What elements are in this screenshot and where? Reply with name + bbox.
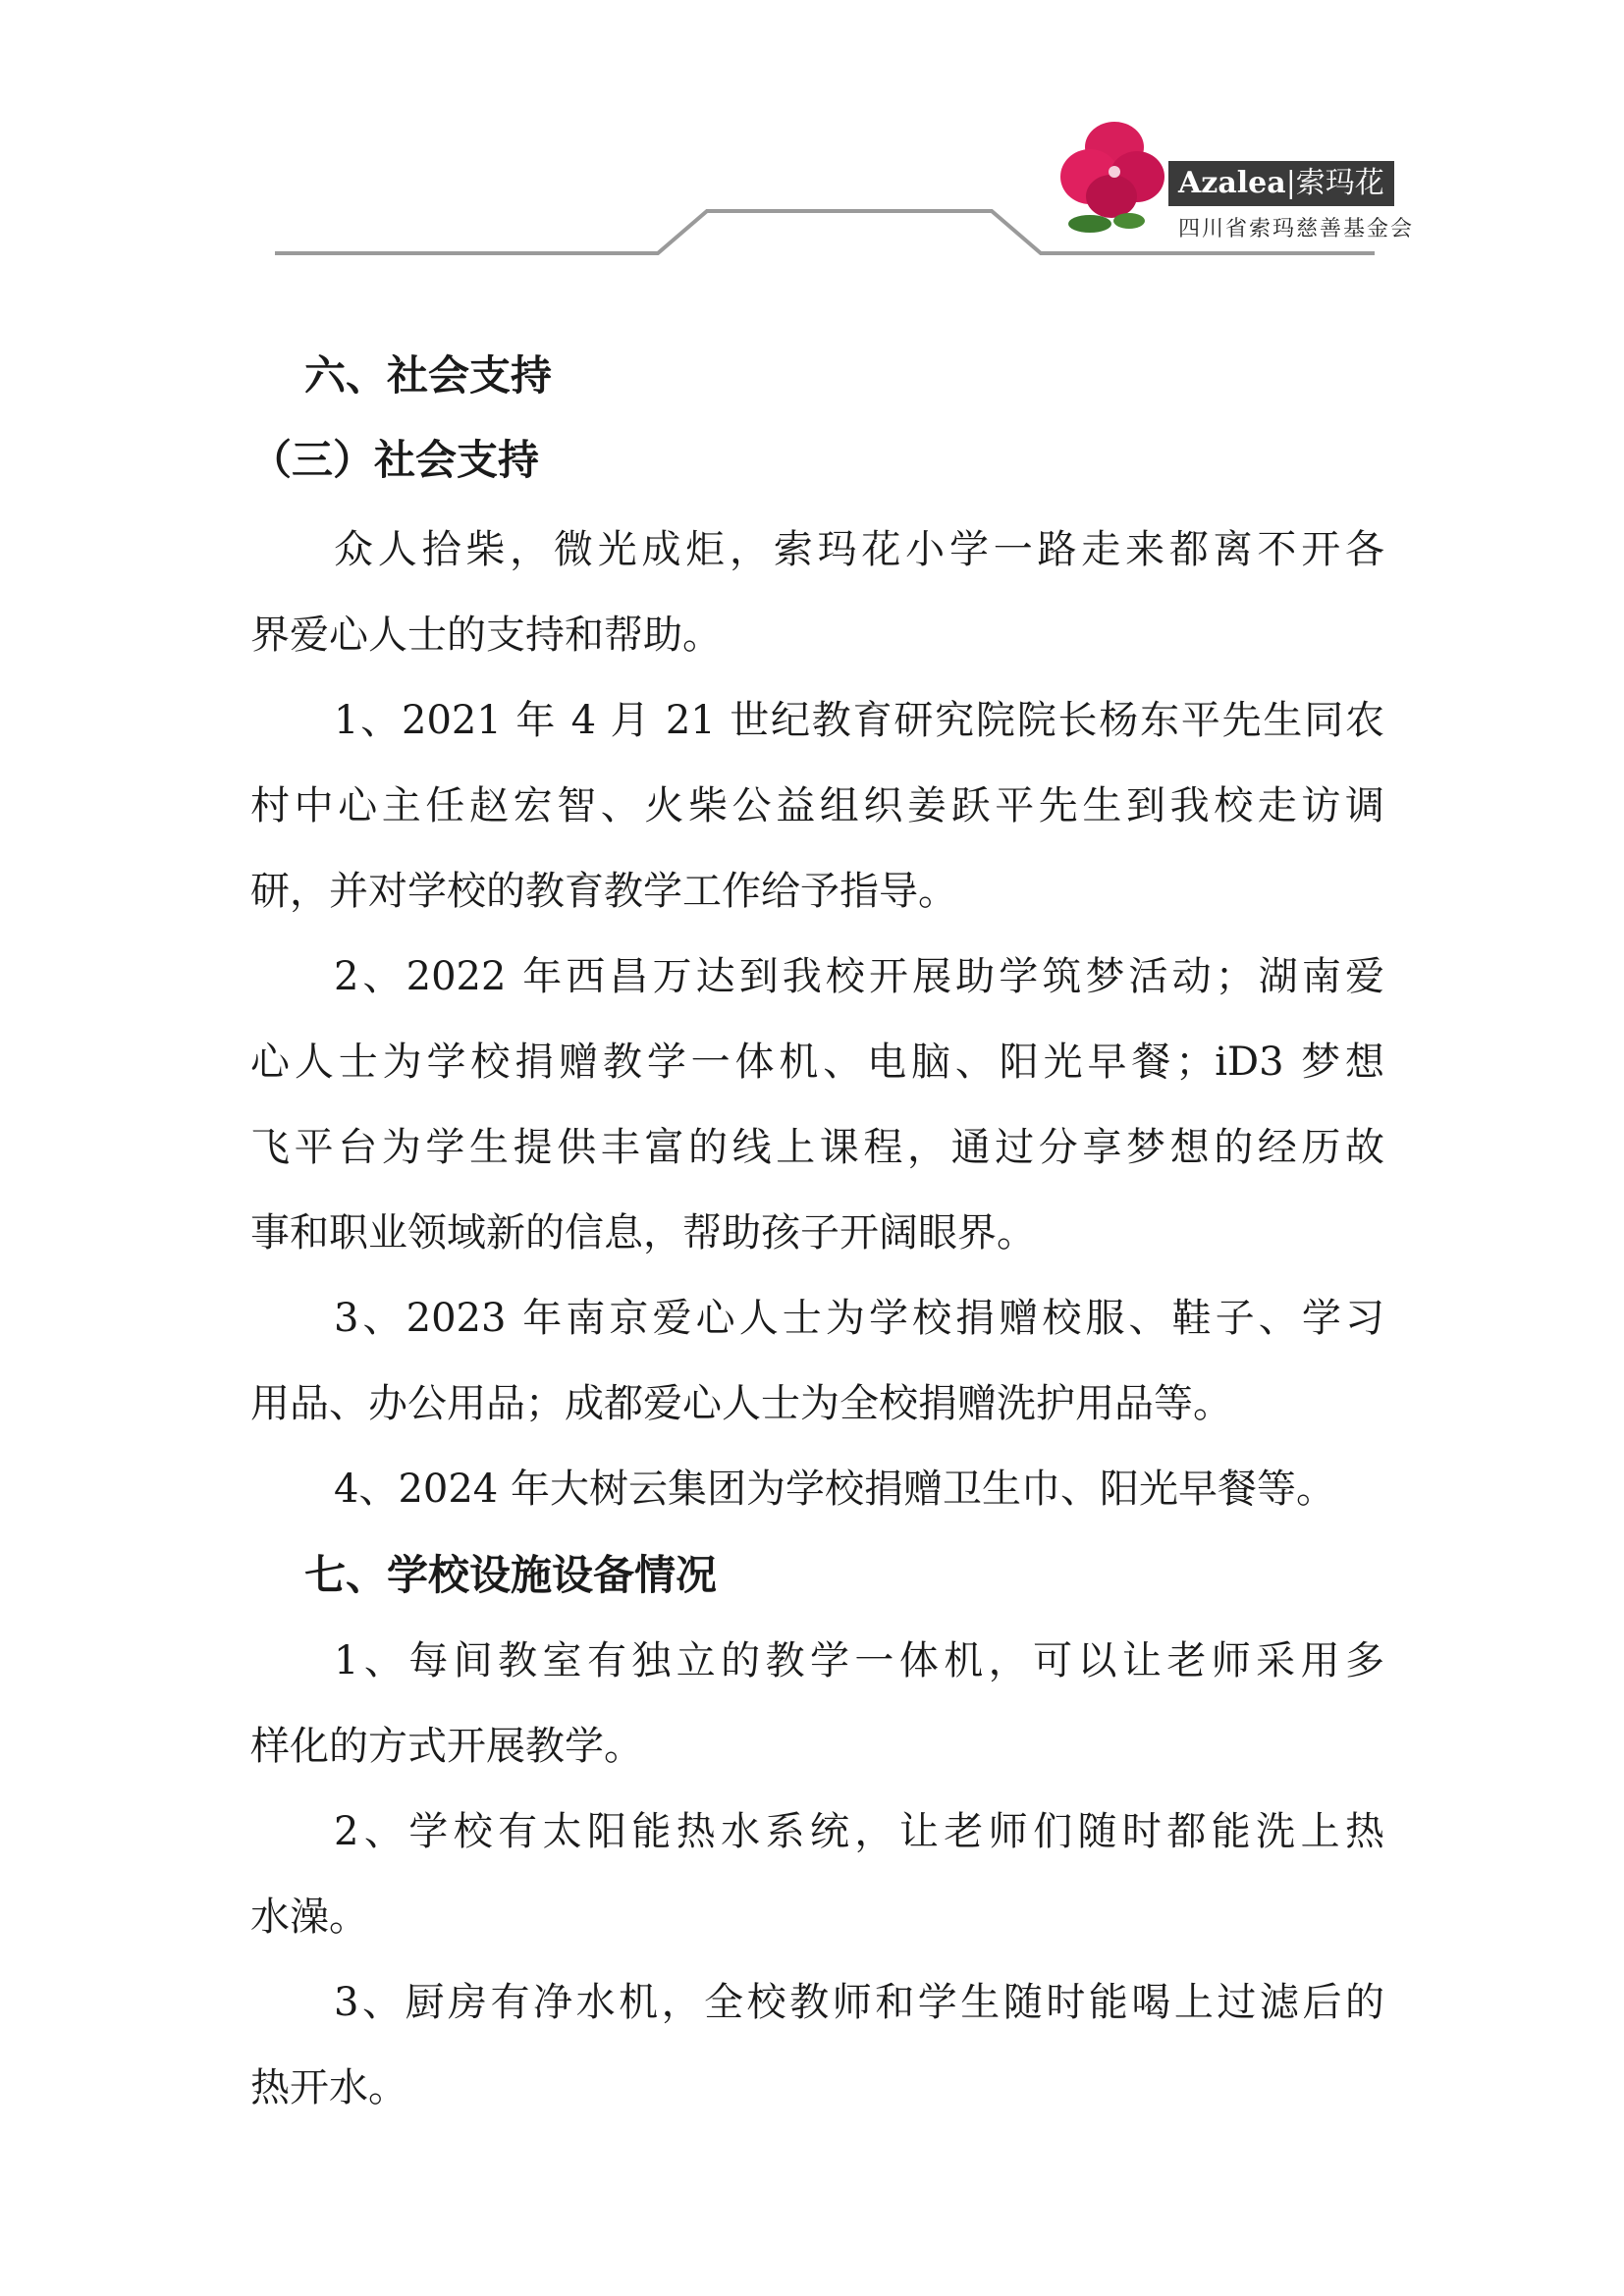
paragraph-line: 3、厨房有净水机，全校教师和学生随时能喝上过滤后的	[334, 1980, 1384, 2025]
logo-english-name: Azalea	[1178, 166, 1286, 200]
paragraph-line: 飞平台为学生提供丰富的线上课程，通过分享梦想的经历故	[250, 1125, 1384, 1170]
paragraph-line: 2、2022 年西昌万达到我校开展助学筑梦活动；湖南爱	[334, 954, 1384, 999]
azalea-flower-icon	[1060, 118, 1168, 236]
logo-org-name: 四川省索玛慈善基金会	[1178, 217, 1415, 241]
paragraph-line: 1、2021 年 4 月 21 世纪教育研究院院长杨东平先生同农	[334, 698, 1384, 743]
logo-brand-bar: Azalea|索玛花	[1168, 161, 1394, 206]
subsection-heading: （三）社会支持	[250, 436, 540, 484]
page-header	[0, 0, 1624, 275]
paragraph-line: 1、每间教室有独立的教学一体机，可以让老师采用多	[334, 1638, 1384, 1683]
logo-chinese-name: 索玛花	[1295, 166, 1384, 200]
paragraph-line: 3、2023 年南京爱心人士为学校捐赠校服、鞋子、学习	[334, 1296, 1384, 1341]
paragraph-line: 心人士为学校捐赠教学一体机、电脑、阳光早餐；iD3 梦想	[250, 1040, 1384, 1085]
paragraph-line: 村中心主任赵宏智、火柴公益组织姜跃平先生到我校走访调	[250, 783, 1384, 828]
paragraph-line: 2、学校有太阳能热水系统，让老师们随时都能洗上热	[334, 1809, 1384, 1854]
foundation-logo	[1060, 118, 1415, 245]
paragraph-line: 众人拾柴，微光成炬，索玛花小学一路走来都离不开各	[334, 527, 1384, 572]
paragraph-line: 研，并对学校的教育教学工作给予指导。	[250, 869, 957, 914]
section-seven-heading: 七、学校设施设备情况	[304, 1551, 718, 1599]
paragraph-line: 4、2024 年大树云集团为学校捐赠卫生巾、阳光早餐等。	[334, 1467, 1335, 1512]
paragraph-line: 水澡。	[250, 1895, 368, 1940]
paragraph-line: 用品、办公用品；成都爱心人士为全校捐赠洗护用品等。	[250, 1381, 1232, 1426]
paragraph-line: 热开水。	[250, 2065, 407, 2110]
section-six-heading: 六、社会支持	[304, 351, 553, 400]
paragraph-line: 事和职业领域新的信息，帮助孩子开阔眼界。	[250, 1210, 1036, 1255]
paragraph-line: 样化的方式开展教学。	[250, 1724, 643, 1769]
paragraph-line: 界爱心人士的支持和帮助。	[250, 613, 722, 658]
